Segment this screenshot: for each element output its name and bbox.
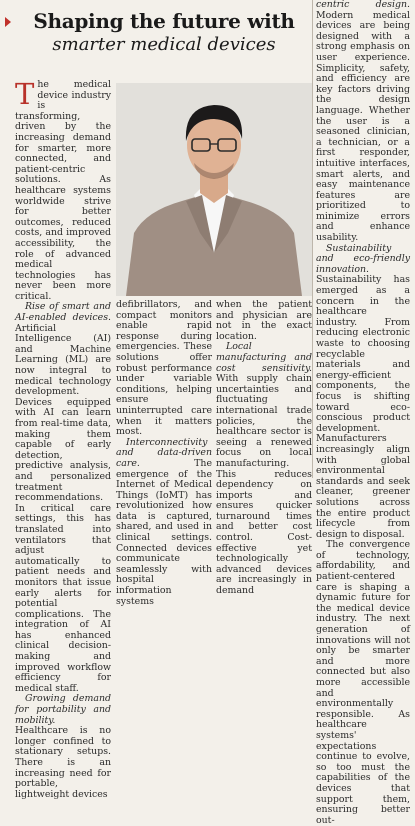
article-column-1 xyxy=(15,77,111,800)
paragraph xyxy=(15,302,111,694)
headline xyxy=(24,8,304,56)
paragraph xyxy=(15,694,111,800)
paragraph xyxy=(216,342,312,596)
subheading: Interconnectivity and data-driven care. xyxy=(116,436,212,469)
headline-line1: Shaping the future with xyxy=(33,9,295,33)
article-column-3 xyxy=(216,299,312,597)
subheading: centric design. xyxy=(316,0,410,10)
paragraph-text: Artificial Intelligence (AI) and Machine Learning (ML) are now integral to medical technology development. Devices equipped with AI can learn from real-time data, making them capable of early detection, predictive analysis, and personalized treatment recommendations. In critical care settings, this has translated into ventilators that adjust automatically to patient needs and monitors that issue early alerts for potential complications. The integration of AI has enhanced clinical decision-making and improved workflow efficiency for medical staff. xyxy=(15,322,111,694)
paragraph xyxy=(116,300,212,438)
paragraph-text: defibrillators, and compact monitors enable rapid response during emergencies. These solutions offer robust performance under variable conditions, helping ensure uninterrupted care when it matters most. xyxy=(116,299,212,438)
paragraph xyxy=(316,244,410,541)
subheading: Rise of smart and AI-enabled devices. xyxy=(15,301,111,324)
paragraph xyxy=(316,0,410,244)
paragraph-text: The emergence of the Internet of Medical Things (IoMT) has revolutionized how data is captured, shared, and used in clinical settings. Connected devices communicate seamlessly with hospital information systems xyxy=(116,457,212,607)
article-column-4 xyxy=(316,0,410,826)
paragraph-text: Modern medical devices are being designed with a strong emphasis on user experience. Simplicity, safety, and efficiency are key factors driving the design language. Whether the user is a seasoned clinician, a technician, or a first responder, intuitive interfaces, smart alerts, and easy maintenance features are prioritized to minimize errors and enhance usability. xyxy=(316,9,410,244)
dropcap: T xyxy=(15,77,35,111)
paragraph xyxy=(316,540,410,826)
paragraph xyxy=(15,77,111,302)
paragraph-text: he medical device industry is transforming, driven by the increasing demand for smarter, more connected, and patient-centric solutions. As healthcare systems worldwide strive for better outcomes, reduced costs, and improved accessibility, the role of advanced medical technologies has never been more critical. xyxy=(15,79,111,302)
subheading: Growing demand for portability and mobility. xyxy=(15,693,111,726)
paragraph-text: The convergence of technology, affordability, and patient-centered care is shaping a dynamic future for the medical device industry. The next generation of innovations will not only be smarter and more connected but also more accessible and environmentally responsible. As healthcare systems' expectations continue to evolve, so too must the capabilities of the devices that support them, ensuring better out- xyxy=(316,539,410,826)
subheading: Sustainability and eco-friendly innovation. xyxy=(316,242,410,275)
article-column-2 xyxy=(116,299,212,607)
paragraph-text: Sustainability has emerged as a concern in the healthcare industry. From reducing electronic waste to choosing recyclable materials and energy-efficient components, the focus is shifting toward eco-conscious product development. Manufacturers increasingly align with global environmental standards and seek cleaner, greener solutions across the entire product lifecycle from design to disposal. xyxy=(316,274,410,540)
subheading: Local manufacturing and cost sensitivity. xyxy=(216,341,312,374)
section-marker-icon xyxy=(5,17,11,27)
paragraph xyxy=(116,438,212,608)
author-photo xyxy=(116,83,312,296)
headline-line2: smarter medical devices xyxy=(52,34,276,55)
person-portrait-image xyxy=(116,83,312,296)
paragraph-text: Healthcare is no longer confined to stationary setups. There is an increasing need for portable, lightweight devices xyxy=(15,725,111,800)
paragraph-text: when the patient and physician are not in the exact location. xyxy=(216,299,312,342)
paragraph-text: With supply chain uncertainties and fluctuating international trade policies, the healthcare sector is seeing a renewed focus on local manufacturing. This reduces dependency on imports and ensures quicker turnaround times and better cost control. Cost-effective yet technologically advanced devices are increasingly in demand xyxy=(216,373,312,597)
column-divider xyxy=(312,0,313,478)
paragraph xyxy=(216,300,312,342)
